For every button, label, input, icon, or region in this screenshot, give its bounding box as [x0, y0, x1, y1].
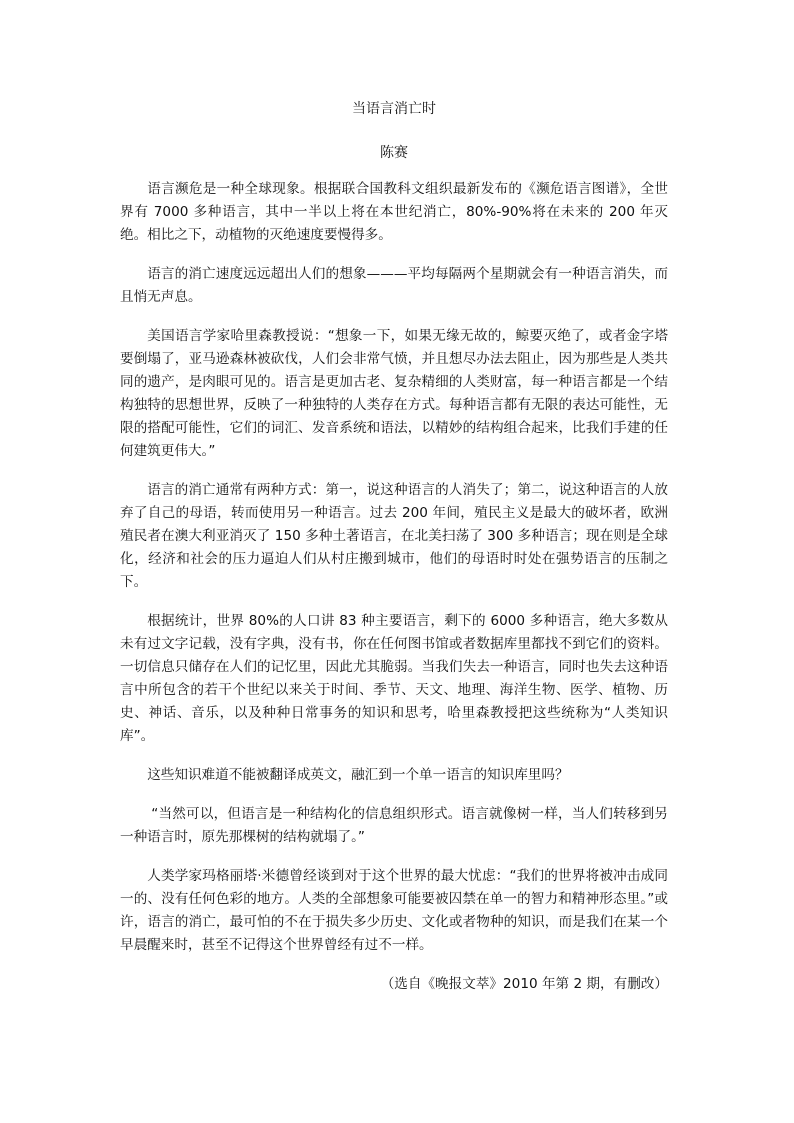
article-author: 陈赛: [380, 145, 408, 161]
article-title: 当语言消亡时: [352, 101, 436, 117]
paragraph-5: 根据统计，世界 80%的人口讲 83 种主要语言，剩下的 6000 多种语言，绝大多数从未有过文字记载，没有字典，没有书，你在任何图书馆或者数据库里都找不到它们的资料。一切信息只储存在人们的记忆里，因此尤其脆弱。当我们失去一种语言，同时也失去这种语言中所包含的若干个世纪以来关于时间、季节、天文、地理、海洋生物、医学、植物、历史、神话、音乐，以及种种日常事务的知识和思考，哈里森教授把这些统称为“人类知识库”。: [120, 613, 668, 744]
paragraph-7: “当然可以，但语言是一种结构化的信息组织形式。语言就像树一样，当人们转移到另一种语言时，原先那棵树的结构就塌了。”: [120, 806, 668, 845]
paragraph-6: 这些知识难道不能被翻译成英文，融汇到一个单一语言的知识库里吗？: [147, 767, 569, 783]
document-page: [120, 98, 668, 996]
paragraph-3: 美国语言学家哈里森教授说：“想象一下，如果无缘无故的，鲸要灭绝了，或者金字塔要倒塌了，亚马逊森林被砍伐，人们会非常气愤，并且想尽办法去阻止，因为那些是人类共同的遗产，是肉眼可见的。语言是更加古老、复杂精细的人类财富，每一种语言都是一个结构独特的思想世界，反映了一种独特的人类存在方式。每种语言都有无限的表达可能性，无限的搭配可能性，它们的词汇、发音系统和语法，以精妙的结构组合起来，比我们手建的任何建筑更伟大。”: [120, 328, 668, 459]
source-citation: （选自《晚报文萃》2010 年第 2 期，有删改）: [380, 976, 668, 992]
paragraph-8: 人类学家玛格丽塔·米德曾经谈到对于这个世界的最大忧虑：“我们的世界将被冲击成同一的、没有任何色彩的地方。人类的全部想象可能要被囚禁在单一的智力和精神形态里。”或许，语言的消亡，最可怕的不在于损失多少历史、文化或者物种的知识，而是我们在某一个早晨醒来时，甚至不记得这个世界曾经有过不一样。: [120, 868, 668, 953]
paragraph-2: 语言的消亡速度远远超出人们的想象———平均每隔两个星期就会有一种语言消失，而且悄无声息。: [120, 266, 668, 305]
paragraph-4: 语言的消亡通常有两种方式：第一，说这种语言的人消失了；第二，说这种语言的人放弃了自己的母语，转而使用另一种语言。过去 200 年间，殖民主义是最大的破坏者，欧洲殖民者在澳大利亚消灭了 150 多种土著语言，在北美扫荡了 300 多种语言；现在则是全球化，经济和社会的压力逼迫人们从村庄搬到城市，他们的母语时时处在强势语言的压制之下。: [120, 482, 668, 590]
paragraph-1: 语言濒危是一种全球现象。根据联合国教科文组织最新发布的《濒危语言图谱》，全世界有 7000 多种语言，其中一半以上将在本世纪消亡，80%-90%将在未来的 200 年灭绝。相比之下，动植物的灭绝速度要慢得多。: [120, 181, 668, 243]
